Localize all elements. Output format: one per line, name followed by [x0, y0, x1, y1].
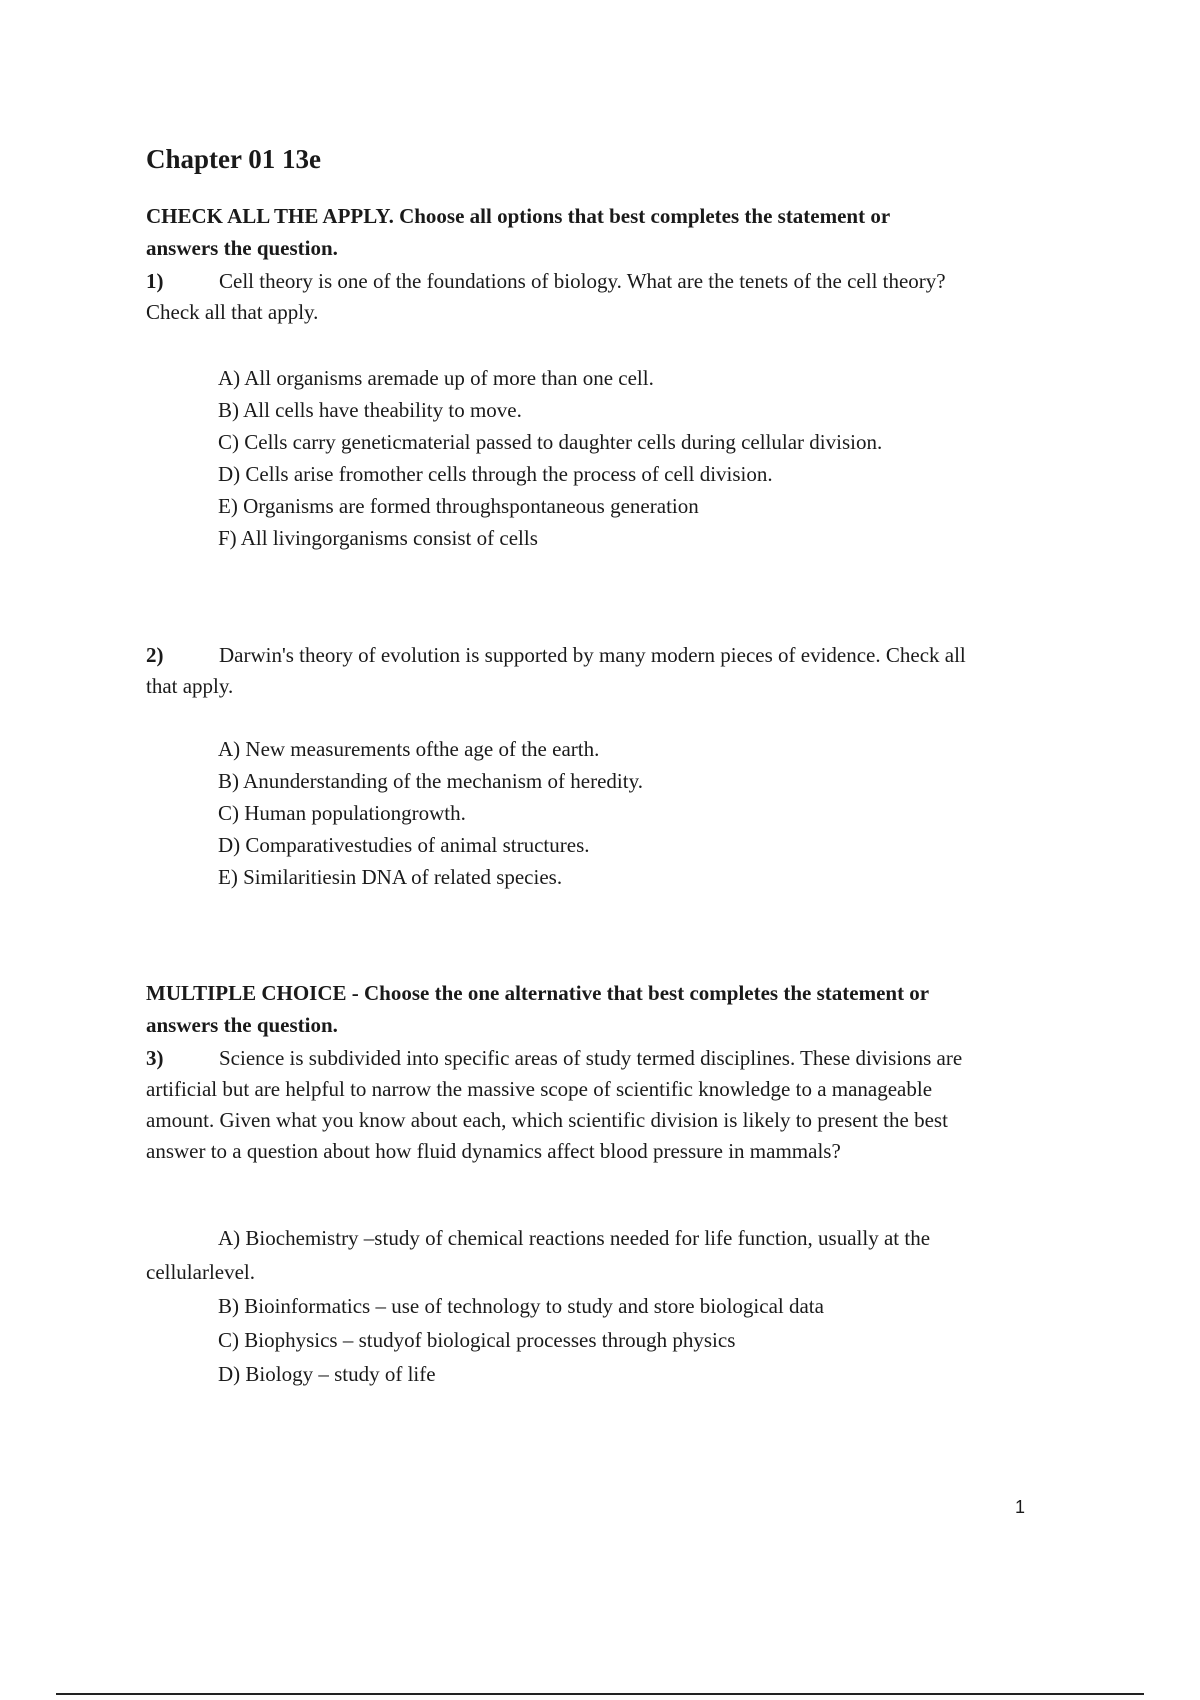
- question-1-options: [218, 362, 882, 554]
- section-heading-line: answers the question.: [146, 1013, 338, 1037]
- section-heading-line: CHECK ALL THE APPLY. Choose all options that best completes the statement or: [146, 204, 891, 228]
- question-text: Darwin's theory of evolution is supported by many modern pieces of evidence. Check all: [219, 643, 966, 667]
- question-number: 1): [146, 269, 164, 293]
- question-text: answer to a question about how fluid dynamics affect blood pressure in mammals?: [146, 1139, 841, 1163]
- question-3: [146, 1043, 1086, 1167]
- option-item: D) Biology – study of life: [218, 1362, 436, 1386]
- question-number: 3): [146, 1046, 164, 1070]
- question-text: amount. Given what you know about each, which scientific division is likely to present the best: [146, 1108, 948, 1132]
- page-number: 1: [1015, 1497, 1026, 1517]
- option-item: E) Similaritiesin DNA of related species.: [218, 865, 563, 889]
- question-text: that apply.: [146, 674, 234, 698]
- option-item: F) All livingorganisms consist of cells: [218, 526, 538, 550]
- option-item: D) Cells arise fromother cells through the process of cell division.: [218, 462, 773, 486]
- question-text: artificial but are helpful to narrow the massive scope of scientific knowledge to a manageable: [146, 1077, 933, 1101]
- option-text: cellularlevel.: [146, 1260, 256, 1284]
- question-text: Science is subdivided into specific areas of study termed disciplines. These divisions are: [219, 1046, 963, 1070]
- option-item: A) All organisms aremade up of more than one cell.: [218, 366, 654, 390]
- section-heading-multiple-choice: [146, 977, 1086, 1041]
- section-heading-line: MULTIPLE CHOICE - Choose the one alternative that best completes the statement or: [146, 981, 930, 1005]
- option-item: C) Cells carry geneticmaterial passed to daughter cells during cellular division.: [218, 430, 883, 454]
- option-item: B) Bioinformatics – use of technology to study and store biological data: [218, 1294, 824, 1318]
- option-item: E) Organisms are formed throughspontaneous generation: [218, 494, 699, 518]
- question-3-line: [146, 1043, 1086, 1074]
- footer-divider: [56, 1693, 1144, 1695]
- option-item: B) All cells have theability to move.: [218, 398, 522, 422]
- question-text: Check all that apply.: [146, 300, 319, 324]
- option-item: B) Anunderstanding of the mechanism of heredity.: [218, 769, 643, 793]
- question-1-line: [146, 266, 1086, 297]
- question-2: [146, 640, 1086, 702]
- question-text: Cell theory is one of the foundations of biology. What are the tenets of the cell theory?: [219, 269, 946, 293]
- question-number: 2): [146, 643, 164, 667]
- question-3-options: [218, 1289, 824, 1391]
- section-heading-line: answers the question.: [146, 236, 338, 260]
- option-item: D) Comparativestudies of animal structures.: [218, 833, 590, 857]
- option-item: C) Human populationgrowth.: [218, 801, 466, 825]
- section-heading-check-all: [146, 200, 1086, 264]
- option-text: A) Biochemistry –study of chemical reactions needed for life function, usually at the: [218, 1226, 931, 1250]
- option-item-a: [146, 1221, 1086, 1289]
- question-2-line: [146, 640, 1086, 671]
- chapter-title: Chapter 01 13e: [146, 144, 321, 174]
- option-item: A) New measurements ofthe age of the earth.: [218, 737, 600, 761]
- question-2-options: [218, 733, 643, 893]
- question-1: [146, 266, 1086, 328]
- option-item: C) Biophysics – studyof biological processes through physics: [218, 1328, 736, 1352]
